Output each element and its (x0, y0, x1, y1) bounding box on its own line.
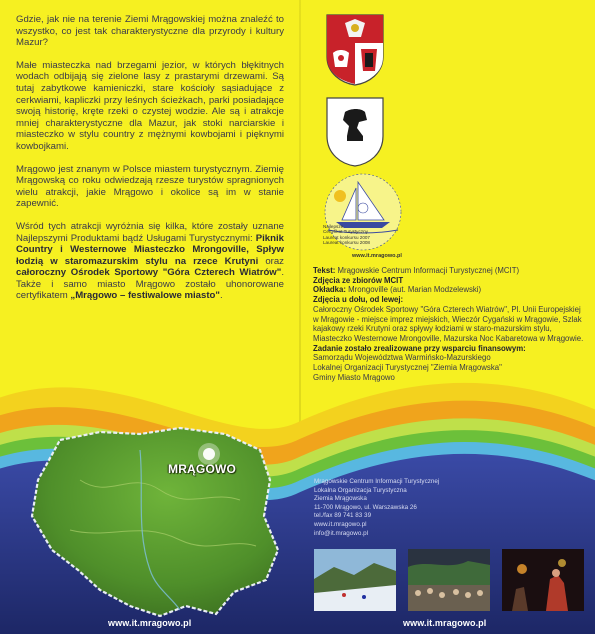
p4-text-1: Wśród tych atrakcji wyróżnia się kilka, które zostały uznane Najlepszymi Produktami bądź Usługami Turystycznymi: (16, 220, 284, 244)
credit-photos-value: Całoroczny Ośrodek Sportowy "Góra Czterech Wiatrów", Pl. Unii Europejskiej w Mrągowie - miejsce imprez miejskich, Wieczór Cygański w Mrągowie, Szlak kajakowy rzeki Krutyni oraz spływy łodziami w staro-mazurskim stylu, Miasteczko Westernowe Mrongoville, Mazurska Noc Kabaretowa w Mrągowie. (313, 304, 584, 343)
credit-photos-from-label: Zdjęcia ze zbiorów MCIT (313, 275, 404, 285)
paragraph-2: Małe miasteczka nad brzegami jezior, w których błękitnych wodach odbijają się zielone lasy z prastarymi drzewami. Są tutaj zabytkowe kamieniczki, stare kościoły sąsiadujące z cerkwiami, kapliczki przy leśnych ścieżkach, parki posiadające swoją historię, kręte rzeki o czystej wodzie. Ale są i atrakcje mniej charakterystyczne dla Mazur, jak stoki narciarskie i miasteczko w stylu country z mężnymi kowbojami i pięknymi kowbojkami. (16, 59, 284, 152)
map-city-label: MRĄGOWO (168, 462, 237, 476)
festival-caption-4: Laureat konkursu 2008 (323, 240, 370, 246)
festival-caption-2: Certyfikat Turystyczny (323, 229, 368, 235)
poland-map (20, 420, 288, 620)
p4-bold-2: całoroczny Ośrodek Sportowy "Góra Czterech Wiatrów" (16, 267, 282, 279)
photo-gypsy-evening (502, 549, 584, 611)
contact-email[interactable]: info@it.mragowo.pl (314, 529, 368, 537)
credit-photos-label: Zdjęcia u dołu, od lewej: (313, 295, 404, 305)
contact-line-5: tel./fax 89 741 83 39 (314, 512, 372, 520)
photo-ski-slope (314, 549, 396, 611)
contact-line-3: Ziemia Mrągowska (314, 495, 367, 503)
paragraph-1: Gdzie, jak nie na terenie Ziemi Mrągowskiej można znaleźć to wszystko, co jest tak charakterystyczne dla przyrody i kultury Mazur? (16, 14, 284, 49)
festival-logo-url: www.it.mragowo.pl (352, 253, 402, 259)
credit-support-3: Gminy Miasto Mrągowo (313, 372, 395, 382)
intro-text (16, 14, 284, 313)
credit-cover-value: Mrongoville (aut. Marian Modzelewski) (345, 285, 482, 295)
festival-caption-3: Laureat konkursu 2007 (323, 234, 370, 240)
p4-text-3: . Także i samo miasto Mrągowo zostało uhonorowane certyfikatem (16, 267, 284, 302)
credit-support (313, 344, 585, 354)
contact-line-2: Lokalna Organizacja Turystyczna (314, 486, 407, 494)
festival-certificate-logo (318, 170, 408, 262)
festival-caption-1: Najlepsze (323, 224, 344, 229)
contact-block (314, 478, 504, 538)
credit-support-1: Samorządu Województwa Warmińsko-Mazurskiego (313, 353, 491, 363)
credit-text-value: Mrągowskie Centrum Informacji Turystycznej (MCIT) (335, 266, 520, 275)
credit-support-label: Zadanie zostało zrealizowane przy wsparciu finansowym: (313, 343, 526, 353)
credit-photos (313, 295, 585, 305)
p4-bold-3: „Mrągowo – festiwalowe miasto" (70, 290, 220, 302)
p4-text-4: . (219, 290, 223, 302)
paragraph-3: Mrągowo jest znanym w Polsce miastem turystycznym. Ziemię Mrągowską co roku odwiedzają rzesze turystów spragnionych wielu atrakcji, jakie Mrągowo i okolice są im w stanie zapewnić. (16, 163, 284, 210)
credit-photos-from (313, 276, 585, 286)
p4-bold-1: Piknik Country i Westernowe Miasteczko Mrongoville, Spływ łodzią w staromazurskim stylu na rzece Krutyni (16, 232, 284, 267)
credit-cover-label: Okładka: (313, 285, 346, 295)
website-link-right[interactable]: www.it.mragowo.pl (403, 618, 487, 628)
credits-block (313, 266, 585, 382)
contact-website[interactable]: www.it.mragowo.pl (314, 520, 367, 528)
contact-line-1: Mrągowskie Centrum Informacji Turystycznej (314, 478, 440, 485)
credit-support-2: Lokalnej Organizacji Turystycznej "Ziemia Mrągowska" (313, 363, 502, 373)
festival-logo-caption (323, 224, 399, 246)
website-link-left[interactable]: www.it.mragowo.pl (108, 618, 192, 628)
p4-text-2: oraz (258, 255, 284, 267)
county-coat-of-arms-icon (325, 13, 385, 87)
paragraph-4 (16, 221, 284, 302)
credit-text-label: Tekst: (313, 266, 336, 275)
credit-text (313, 266, 585, 276)
photo-town-square-crowd (408, 549, 490, 611)
credit-cover (313, 285, 585, 295)
contact-line-4: 11-700 Mrągowo, ul. Warszawska 26 (314, 503, 417, 511)
town-coat-of-arms-icon (325, 96, 385, 168)
